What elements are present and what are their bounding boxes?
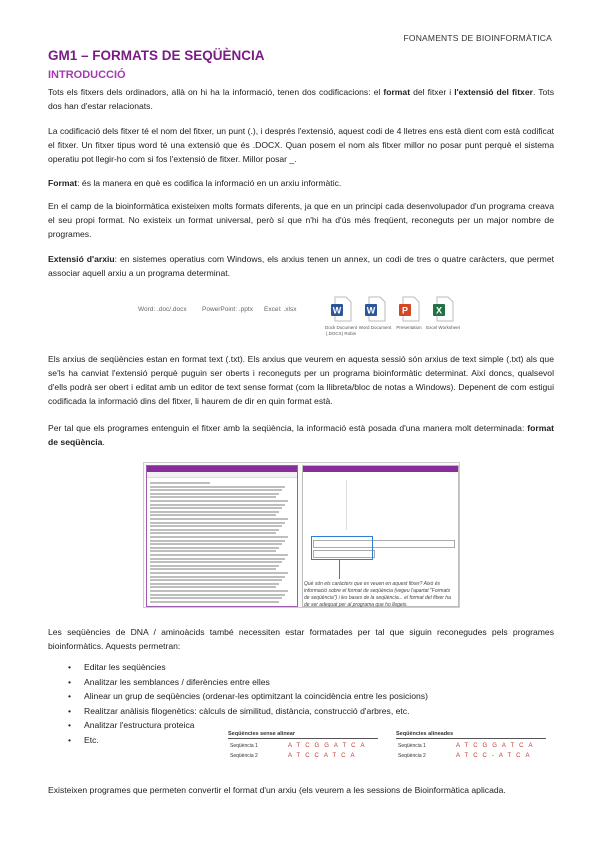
bold-term: format	[383, 87, 411, 97]
sequence-text-line	[150, 558, 285, 560]
sequence-row	[396, 743, 546, 753]
paragraph-intro	[48, 85, 554, 113]
sequence-text-line	[150, 540, 285, 542]
sequence-text-line	[150, 511, 279, 513]
sequence-bases: ATCGGATCA	[288, 743, 370, 749]
callout-line	[339, 559, 340, 579]
sequence-text-line	[150, 597, 282, 599]
ext-label-excel: Excel: .xlsx	[264, 306, 297, 313]
notepad-window	[146, 465, 298, 607]
file-icon-caption: Dock Document (.DOCX) Robin	[324, 325, 357, 336]
bold-term: format de seqüència	[48, 423, 554, 447]
list-item: • Editar les seqüències	[68, 660, 528, 675]
sequence-name: Seqüència 1	[230, 743, 258, 749]
document-title: GM1 – FORMATS DE SEQÜÈNCIA	[48, 48, 265, 63]
list-item: • Analitzar les semblances / diferències entre elles	[68, 675, 528, 690]
paragraph-sequence-format	[48, 421, 554, 449]
sequence-text-line	[150, 590, 288, 592]
file-icon-caption: Word Document	[358, 325, 392, 330]
sequence-row	[228, 743, 378, 753]
svg-text:P: P	[401, 305, 409, 316]
word-file-icon	[330, 296, 352, 322]
sequence-text-line	[150, 561, 282, 563]
sequence-text-line	[150, 507, 282, 509]
sequence-row	[228, 753, 378, 763]
file-icon-caption: Presentation	[396, 325, 422, 330]
bold-term: Format	[48, 178, 78, 188]
list-item: • Analitzar l'estructura proteica	[68, 718, 528, 733]
paragraph-sequence-files: Els arxius de seqüències estan en format text (.txt). Els arxius que veurem en aquesta sessió són arxius de text simple (.txt) als que se'ls ha canviat l'extensió perquè puguin ser oberts i reconeguts per un programa bioinformàtic determinat. Així doncs, qualsevol d'ells podrà ser obert i editat amb un editor de text sense format (com la llibreta/bloc de notas a Windows). Depenent de com estigui codificada la informació dins del fitxer, li haurem de dir en quin format està.	[48, 354, 554, 406]
sequence-text-line	[150, 525, 282, 527]
paragraph-bioinformatics-formats: En el camp de la bioinformàtica existeixen molts formats diferents, ja que en un principi cada desenvolupador d'un programa creava el seu propi format. No existeix un format universal, però sí que n'hi ha d'ús més freqüent, reconeguts per un major nombre de programes.	[48, 201, 554, 239]
text-run: Tots els fitxers dels ordinadors, allà on hi ha la informació, tenen dos codificacions: el	[48, 87, 384, 97]
sequence-bases: ATCC-ATCA	[456, 753, 535, 759]
sequence-text-line	[150, 518, 288, 520]
sequence-text-line	[150, 572, 288, 574]
paragraph-codification: La codificació dels fitxer té el nom del fitxer, un punt (.), i després l'extensió, aquest codi de 4 lletres ens està dient com està codificat el fitxer. Un fitxer tipus word té una extensió que és .DOCX. Quan posem el nom als fitxer millor no posar punt perquè el sistema operatiu pot llegir-ho com si fos l'extensió de fitxer. Millor posar _.	[48, 126, 554, 164]
text-run: . Tots dos han d'estar relacionats.	[48, 87, 554, 111]
text-run: .	[102, 437, 105, 447]
sequence-text-line	[150, 576, 285, 578]
sequence-text-line	[150, 601, 279, 603]
list-item: • Realitzar anàlisis filogenètics: càlculs de similitud, distància, construcció d'arbres, etc.	[68, 704, 528, 719]
sequence-text-line	[150, 496, 276, 498]
unaligned-title: Seqüències sense alinear	[228, 731, 378, 739]
dialog-titlebar	[303, 466, 458, 472]
text-run: del fitxer i	[410, 87, 455, 97]
word-file-icon	[364, 296, 386, 322]
sequence-name: Seqüència 1	[398, 743, 426, 749]
sequence-text-line	[150, 500, 288, 502]
sequence-text-line	[150, 579, 282, 581]
running-header: FONAMENTS DE BIOINFORMÀTICA	[403, 33, 552, 43]
ext-label-word: Word: .doc/.docx	[138, 306, 187, 313]
highlight-box	[311, 536, 373, 560]
screenshot-note: Què són els caràcters que es veuen en aquest fitxer? Això és informació sobre el format de seqüència (vegeu l'apartat "Formats de seqüència") i les bases de la seqüència... el format del fitxer ha de ser adequat per al programa que ho llegeix.	[304, 581, 451, 608]
paragraph-extension-def	[48, 252, 554, 280]
text-run: : en sistemes operatius com Windows, els arxius tenen un annex, un codi de tres o quatre caràcters, que permet associar aquell arxiu a un programa determinat.	[48, 254, 554, 278]
sequence-text-line	[150, 536, 288, 538]
dialog-nav-pane	[306, 480, 347, 530]
sequence-text-line	[150, 594, 285, 596]
sequence-text-line	[150, 586, 276, 588]
text-run: : és la manera en què es codifica la informació en un arxiu informàtic.	[77, 178, 342, 188]
section-heading: INTRODUCCIÓ	[48, 69, 126, 81]
notepad-menubar	[147, 472, 297, 478]
paragraph-format-def	[48, 176, 554, 190]
sequence-text-line	[150, 493, 279, 495]
list-item: • Etc.	[68, 733, 528, 748]
list-item: • Alinear un grup de seqüències (ordenar-les optimitzant la coincidència entre les posicions)	[68, 689, 528, 704]
sequence-bases: ATCCATCA	[288, 753, 360, 759]
powerpoint-file-icon	[398, 296, 420, 322]
sequence-text-line	[150, 486, 285, 488]
sequence-text-line	[150, 554, 288, 556]
sequence-text-line	[150, 568, 276, 570]
sequence-name: Seqüència 2	[230, 753, 258, 759]
file-icon-caption: Excel Worksheet	[426, 325, 460, 330]
svg-text:X: X	[435, 305, 443, 316]
sequence-text-line	[150, 529, 279, 531]
paragraph-sequence-formatting: Les seqüències de DNA / aminoàcids també necessiten estar formatades per tal que siguin reconegudes pels programes bioinformàtics. Aquests permetran:	[48, 627, 554, 651]
bold-term: l'extensió del fitxer	[454, 87, 533, 97]
paragraph-conversion: Existeixen programes que permeten convertir el format d'un arxiu (els veurem a les sessions de Bioinformàtica aplicada.	[48, 785, 506, 795]
sequence-text-line	[150, 583, 279, 585]
sequence-text-line	[150, 489, 282, 491]
svg-text:W: W	[332, 305, 342, 316]
sequence-text-line	[150, 550, 276, 552]
aligned-title: Seqüències alineades	[396, 731, 546, 739]
text-run: Per tal que els programes entenguin el fitxer amb la seqüència, la informació està posada d'una manera molt determinada:	[48, 423, 528, 433]
sequence-name: Seqüència 2	[398, 753, 426, 759]
sequence-bases: ATCGGATCA	[456, 743, 538, 749]
sequence-text-line	[150, 565, 279, 567]
aligned-figure	[396, 731, 546, 763]
svg-text:W: W	[366, 305, 376, 316]
sequence-text-line	[150, 532, 276, 534]
sequence-text-line	[150, 504, 285, 506]
excel-file-icon	[432, 296, 454, 322]
sequence-text-line	[150, 522, 285, 524]
sequence-row	[396, 753, 546, 763]
sequence-text-line	[150, 482, 210, 484]
sequence-text-line	[150, 514, 276, 516]
notepad-screenshot-figure	[143, 462, 460, 608]
sequence-text-line	[150, 547, 279, 549]
sequence-text-line	[150, 543, 282, 545]
bold-term: Extensió d'arxiu	[48, 254, 115, 264]
unaligned-figure	[228, 731, 378, 763]
ext-label-powerpoint: PowerPoint: .pptx	[202, 306, 253, 313]
